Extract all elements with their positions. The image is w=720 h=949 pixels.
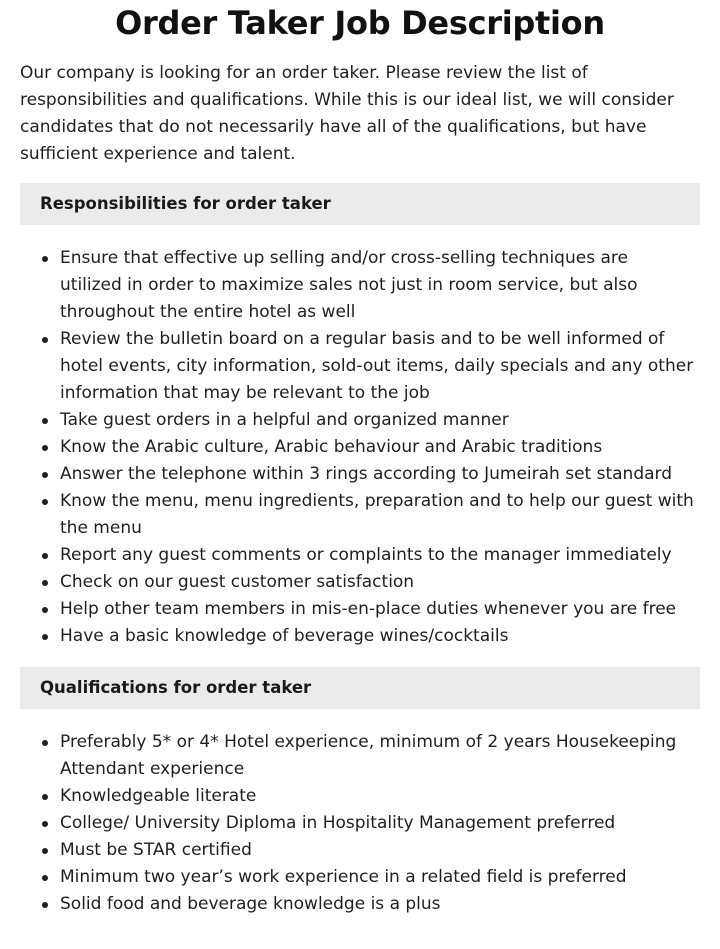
list-item-text: Take guest orders in a helpful and organized manner	[60, 410, 509, 430]
list-item-text: Know the menu, menu ingredients, preparation and to help our guest with the menu	[60, 491, 694, 538]
bullet-icon	[42, 472, 48, 478]
responsibilities-heading: Responsibilities for order taker	[20, 183, 700, 225]
list-item-text: Solid food and beverage knowledge is a plus	[60, 894, 441, 914]
bullet-icon	[42, 580, 48, 586]
list-item-text: Answer the telephone within 3 rings according to Jumeirah set standard	[60, 464, 673, 484]
bullet-icon	[42, 337, 48, 343]
list-item-text: Ensure that effective up selling and/or cross-selling techniques are utilized in order to maximize sales not just in room service, but also throughout the entire hotel as well	[60, 248, 638, 322]
bullet-icon	[42, 794, 48, 800]
responsibilities-list	[20, 245, 700, 650]
bullet-icon	[42, 553, 48, 559]
list-item	[60, 837, 700, 864]
list-item-text: Preferably 5* or 4* Hotel experience, minimum of 2 years Housekeeping Attendant experience	[60, 732, 677, 779]
bullet-icon	[42, 875, 48, 881]
list-item-text: Must be STAR certified	[60, 840, 252, 860]
list-item-text: Know the Arabic culture, Arabic behaviour and Arabic traditions	[60, 437, 603, 457]
bullet-icon	[42, 607, 48, 613]
list-item	[60, 488, 700, 542]
list-item	[60, 596, 700, 623]
bullet-icon	[42, 740, 48, 746]
list-item	[60, 245, 700, 326]
bullet-icon	[42, 821, 48, 827]
list-item-text: Minimum two year’s work experience in a related field is preferred	[60, 867, 627, 887]
bullet-icon	[42, 848, 48, 854]
list-item-text: Knowledgeable literate	[60, 786, 257, 806]
list-item	[60, 891, 700, 918]
list-item	[60, 407, 700, 434]
bullet-icon	[42, 499, 48, 505]
list-item	[60, 326, 700, 407]
list-item-text: Help other team members in mis-en-place duties whenever you are free	[60, 599, 677, 619]
qualifications-heading: Qualifications for order taker	[20, 667, 700, 709]
list-item	[60, 729, 700, 783]
intro-paragraph: Our company is looking for an order taker. Please review the list of responsibilities and qualifications. While this is our ideal list, we will consider candidates that do not necessarily have all of the qualifications, but have sufficient experience and talent.	[20, 63, 674, 164]
bullet-icon	[42, 634, 48, 640]
bullet-icon	[42, 445, 48, 451]
list-item	[60, 461, 700, 488]
list-item	[60, 542, 700, 569]
list-item-text: Have a basic knowledge of beverage wines/cocktails	[60, 626, 509, 646]
list-item	[60, 434, 700, 461]
list-item-text: Report any guest comments or complaints to the manager immediately	[60, 545, 672, 565]
bullet-icon	[42, 902, 48, 908]
list-item-text: College/ University Diploma in Hospitality Management preferred	[60, 813, 616, 833]
list-item	[60, 810, 700, 837]
bullet-icon	[42, 256, 48, 262]
list-item	[60, 783, 700, 810]
list-item-text: Review the bulletin board on a regular basis and to be well informed of hotel events, city information, sold-out items, daily specials and any other information that may be relevant to the job	[60, 329, 694, 403]
list-item-text: Check on our guest customer satisfaction	[60, 572, 415, 592]
list-item	[60, 569, 700, 596]
list-item	[60, 864, 700, 891]
bullet-icon	[42, 418, 48, 424]
list-item	[60, 623, 700, 650]
qualifications-list	[20, 729, 700, 918]
page-title: Order Taker Job Description	[115, 4, 605, 42]
